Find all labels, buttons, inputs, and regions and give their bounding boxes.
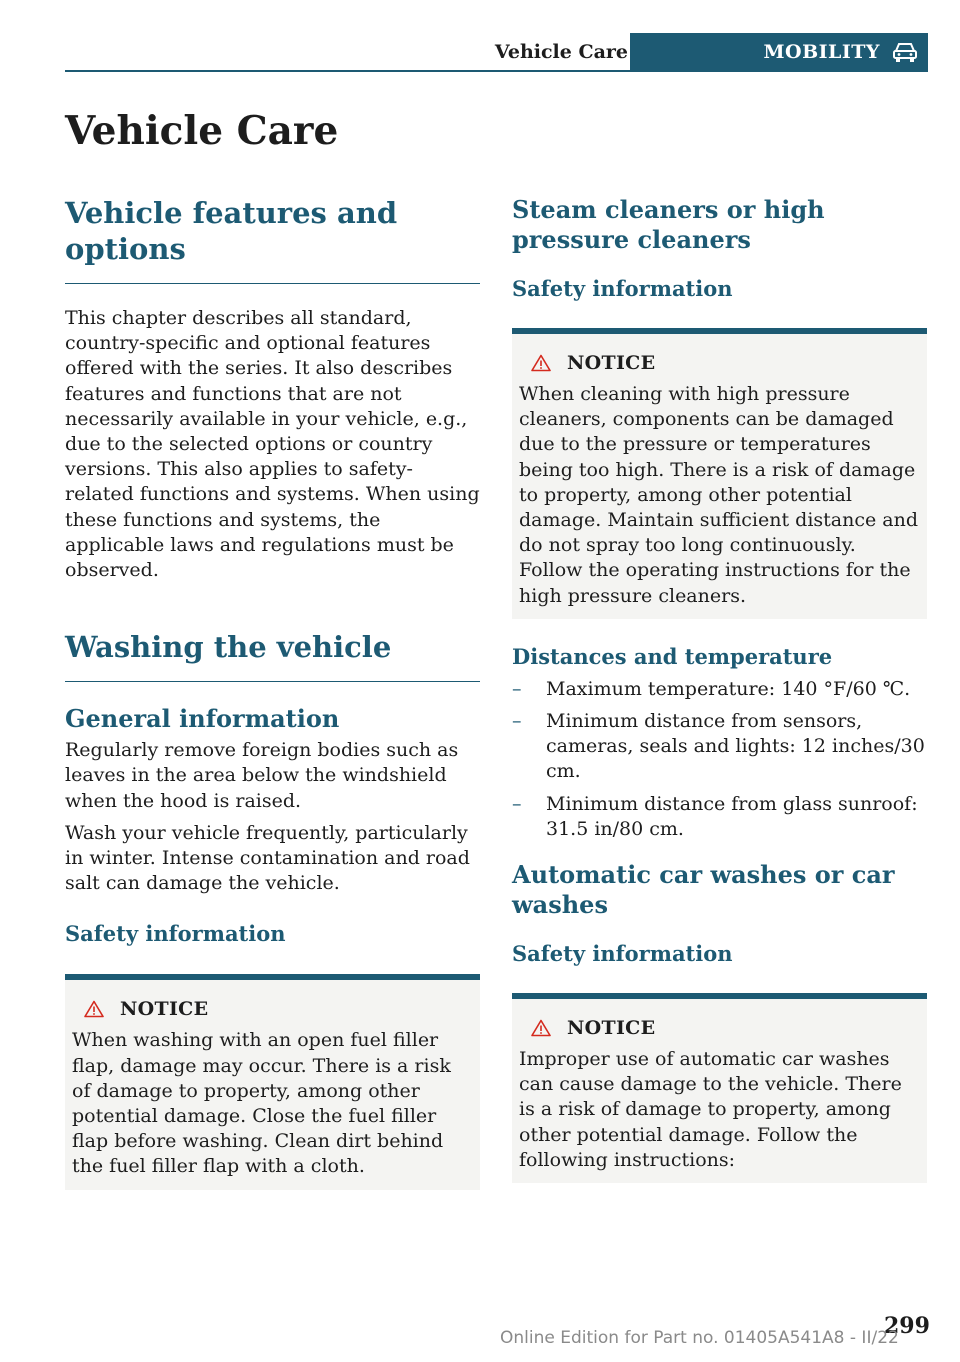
- distances-heading: Distances and temperature: [512, 643, 833, 669]
- header-section-title: Vehicle Care: [494, 41, 628, 63]
- distances-list: [512, 677, 927, 842]
- notice-box: [65, 974, 480, 1189]
- warning-triangle-icon: [84, 1000, 104, 1018]
- general-info-paragraph-2: Wash your vehicle frequently, particularly in winter. Intense contamination and road salt can damage the vehicle.: [65, 821, 470, 895]
- dash-bullet: –: [512, 677, 522, 700]
- header-chapter-tab: [630, 33, 928, 71]
- header-rule: [65, 70, 928, 72]
- steam-safety-heading: Safety information: [512, 276, 733, 301]
- steam-notice-header: [531, 352, 920, 374]
- car-washes-safety-heading: Safety information: [512, 941, 733, 967]
- car-washes-notice-text: Improper use of automatic car washes can cause damage to the vehicle. There is a risk of damage to property, among other potential damage. Follow the following instructions:: [519, 1048, 902, 1171]
- steam-notice-text: When cleaning with high pressure cleaners, components can be damaged due to the pressure or temperatures being too high. There is a risk of damage to property, among other potential damage. Maintain sufficient distance and do not spray too long continuously. Follow the operating instructions for the high pressure cleaners.: [519, 383, 919, 607]
- general-info-heading: General information: [65, 704, 340, 734]
- steam-notice-box: [512, 328, 927, 619]
- header-chapter-label: MOBILITY: [763, 41, 880, 63]
- car-washes-notice-label: NOTICE: [567, 1017, 656, 1040]
- safety-info-heading: Safety information: [65, 921, 286, 947]
- features-heading: Vehicle features and options: [65, 195, 480, 284]
- distances-item: – Maximum temperature: 140 °F/60 ℃.: [512, 677, 927, 702]
- distances-item: – Minimum distance from sensors, cameras, seals and lights: 12 inches/30 cm.: [512, 710, 925, 783]
- left-column: [65, 195, 480, 1190]
- steam-notice-label: NOTICE: [567, 352, 656, 374]
- warning-triangle-icon: [531, 1019, 551, 1037]
- notice-header: [84, 998, 473, 1020]
- page-title: Vehicle Care: [65, 108, 339, 154]
- car-washes-heading: Automatic car washes or car washes: [512, 860, 895, 920]
- warning-triangle-icon: [531, 354, 551, 372]
- distances-item: – Minimum distance from glass sunroof: 31.5 in/80 cm.: [512, 792, 918, 840]
- features-paragraph: This chapter describes all standard, country-specific and optional features offered with the series. It also describes features and functions that are not necessarily available in your vehicle, e.g., due to the selected options or country versions. This also applies to safety-related functions and systems. When using these functions and systems, the applicable laws and regulations must be observed.: [65, 307, 480, 582]
- car-washes-notice-header: [531, 1017, 920, 1039]
- car-icon: [892, 41, 918, 63]
- right-column: [512, 195, 927, 1183]
- car-washes-notice-box: [512, 993, 927, 1183]
- page-number: 299: [884, 1313, 930, 1339]
- notice-text: When washing with an open fuel filler flap, damage may occur. There is a risk of damage to property, among other potential damage. Close the fuel filler flap before washing. Clean dirt behind the fuel filler flap with a cloth.: [72, 1029, 451, 1178]
- footer-edition: Online Edition for Part no. 01405A541A8 - II/22: [500, 1328, 899, 1348]
- dash-bullet: –: [512, 792, 522, 815]
- washing-heading: Washing the vehicle: [65, 629, 480, 682]
- general-info-paragraph-1: Regularly remove foreign bodies such as leaves in the area below the windshield when the hood is raised.: [65, 739, 459, 812]
- dash-bullet: –: [512, 710, 522, 733]
- notice-label: NOTICE: [120, 998, 209, 1021]
- steam-cleaners-heading: Steam cleaners or high pressure cleaners: [512, 195, 825, 254]
